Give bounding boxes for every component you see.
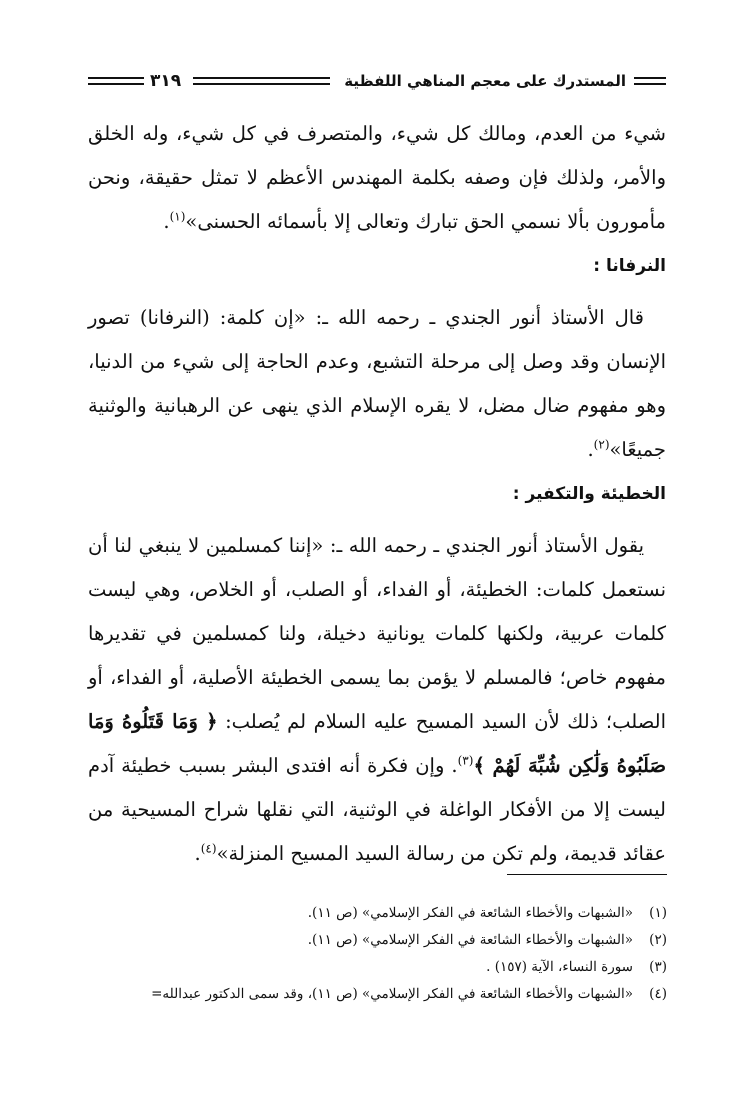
footnote-ref-4[interactable]: (٤) <box>200 841 217 856</box>
running-header <box>88 66 666 96</box>
page-number: ٣١٩ <box>150 71 182 91</box>
footnote-number: (١) <box>649 905 667 921</box>
footnote-text: «الشبهات والأخطاء الشائعة في الفكر الإسلامي» (ص ١١). <box>307 905 633 921</box>
footnote-number: (٢) <box>649 932 667 948</box>
footnote-item <box>89 900 667 927</box>
header-title: المستدرك على معجم المناهي اللفظية <box>344 72 626 90</box>
main-text <box>88 112 666 876</box>
footnote-item <box>89 927 667 954</box>
paragraph-3: يقول الأستاذ أنور الجندي ـ رحمه الله ـ: «إننا كمسلمين لا ينبغي لنا أن نستعمل كلمات: الخطيئة، أو الفداء، أو الصلب، أو الخلاص، وهي ليست كلمات عربية، ولكنها كلمات يونانية دخيلة، ولنا كمسلمين في تقديرها مفهوم خاص؛ فالمسلم لا يؤمن بما يسمى الخطيئة الأصلية، أو الفداء، أو الصلب؛ ذلك لأن السيد المسيح عليه السلام لم يُصلب: ﴿ وَمَا قَتَلُوهُ وَمَا صَلَبُوهُ وَلَٰكِن شُبِّهَ لَهُمْ ﴾$^{(٣)}$. وإن فكرة أنه افتدى البشر بسبب خطيئة آدم ليست إلا من الأفكار الواغلة في الوثنية، التي نقلها شراح المسيحية من عقائد قديمة، ولم تكن من رسالة السيد المسيح المنزلة»$^{(٤)}$. <box>88 534 666 865</box>
footnote-ref-3[interactable]: (٣) <box>457 753 474 768</box>
footnote-number: (٣) <box>649 959 667 975</box>
footnotes <box>89 900 667 1008</box>
paragraph-2: قال الأستاذ أنور الجندي ـ رحمه الله ـ: «إن كلمة: (النرفانا) تصور الإنسان وقد وصل إلى مرحلة التشبع، وعدم الحاجة إلى شيء من الدنيا، وهو مفهوم ضال مضل، لا يقره الإسلام الذي ينهى عن الرهبانية والوثنية جميعًا»$^{(٢)}$. <box>88 306 666 461</box>
footnote-divider <box>507 874 667 875</box>
footnote-text: سورة النساء، الآية (١٥٧) . <box>486 959 633 975</box>
footnote-text: «الشبهات والأخطاء الشائعة في الفكر الإسلامي» (ص ١١)، وقد سمى الدكتور عبدالله= <box>151 986 633 1002</box>
header-rule-middle <box>193 77 330 85</box>
header-rule-left <box>88 77 144 85</box>
footnote-item <box>89 954 667 981</box>
footnote-text: «الشبهات والأخطاء الشائعة في الفكر الإسلامي» (ص ١١). <box>307 932 633 948</box>
paragraph-1: شيء من العدم، ومالك كل شيء، والمتصرف في كل شيء، وله الخلق والأمر، ولذلك فإن وصفه بكلمة المهندس الأعظم لا تمثل حقيقة، ونحن مأمورون بألا نسمي الحق تبارك وتعالى إلا بأسمائه الحسنى»$^{(١)}$. <box>88 122 666 233</box>
header-rule-right <box>634 77 666 85</box>
heading-sin-atonement: الخطيئة والتكفير : <box>512 484 666 504</box>
footnote-item <box>89 981 667 1008</box>
footnote-ref-2[interactable]: (٢) <box>593 437 610 452</box>
quran-verse: ﴿ وَمَا قَتَلُوهُ وَمَا صَلَبُوهُ وَلَٰكِن شُبِّهَ لَهُمْ ﴾ <box>88 710 666 777</box>
footnote-ref-1[interactable]: (١) <box>169 209 186 224</box>
heading-nirvana: النرفانا : <box>593 256 666 276</box>
footnote-number: (٤) <box>649 986 667 1002</box>
